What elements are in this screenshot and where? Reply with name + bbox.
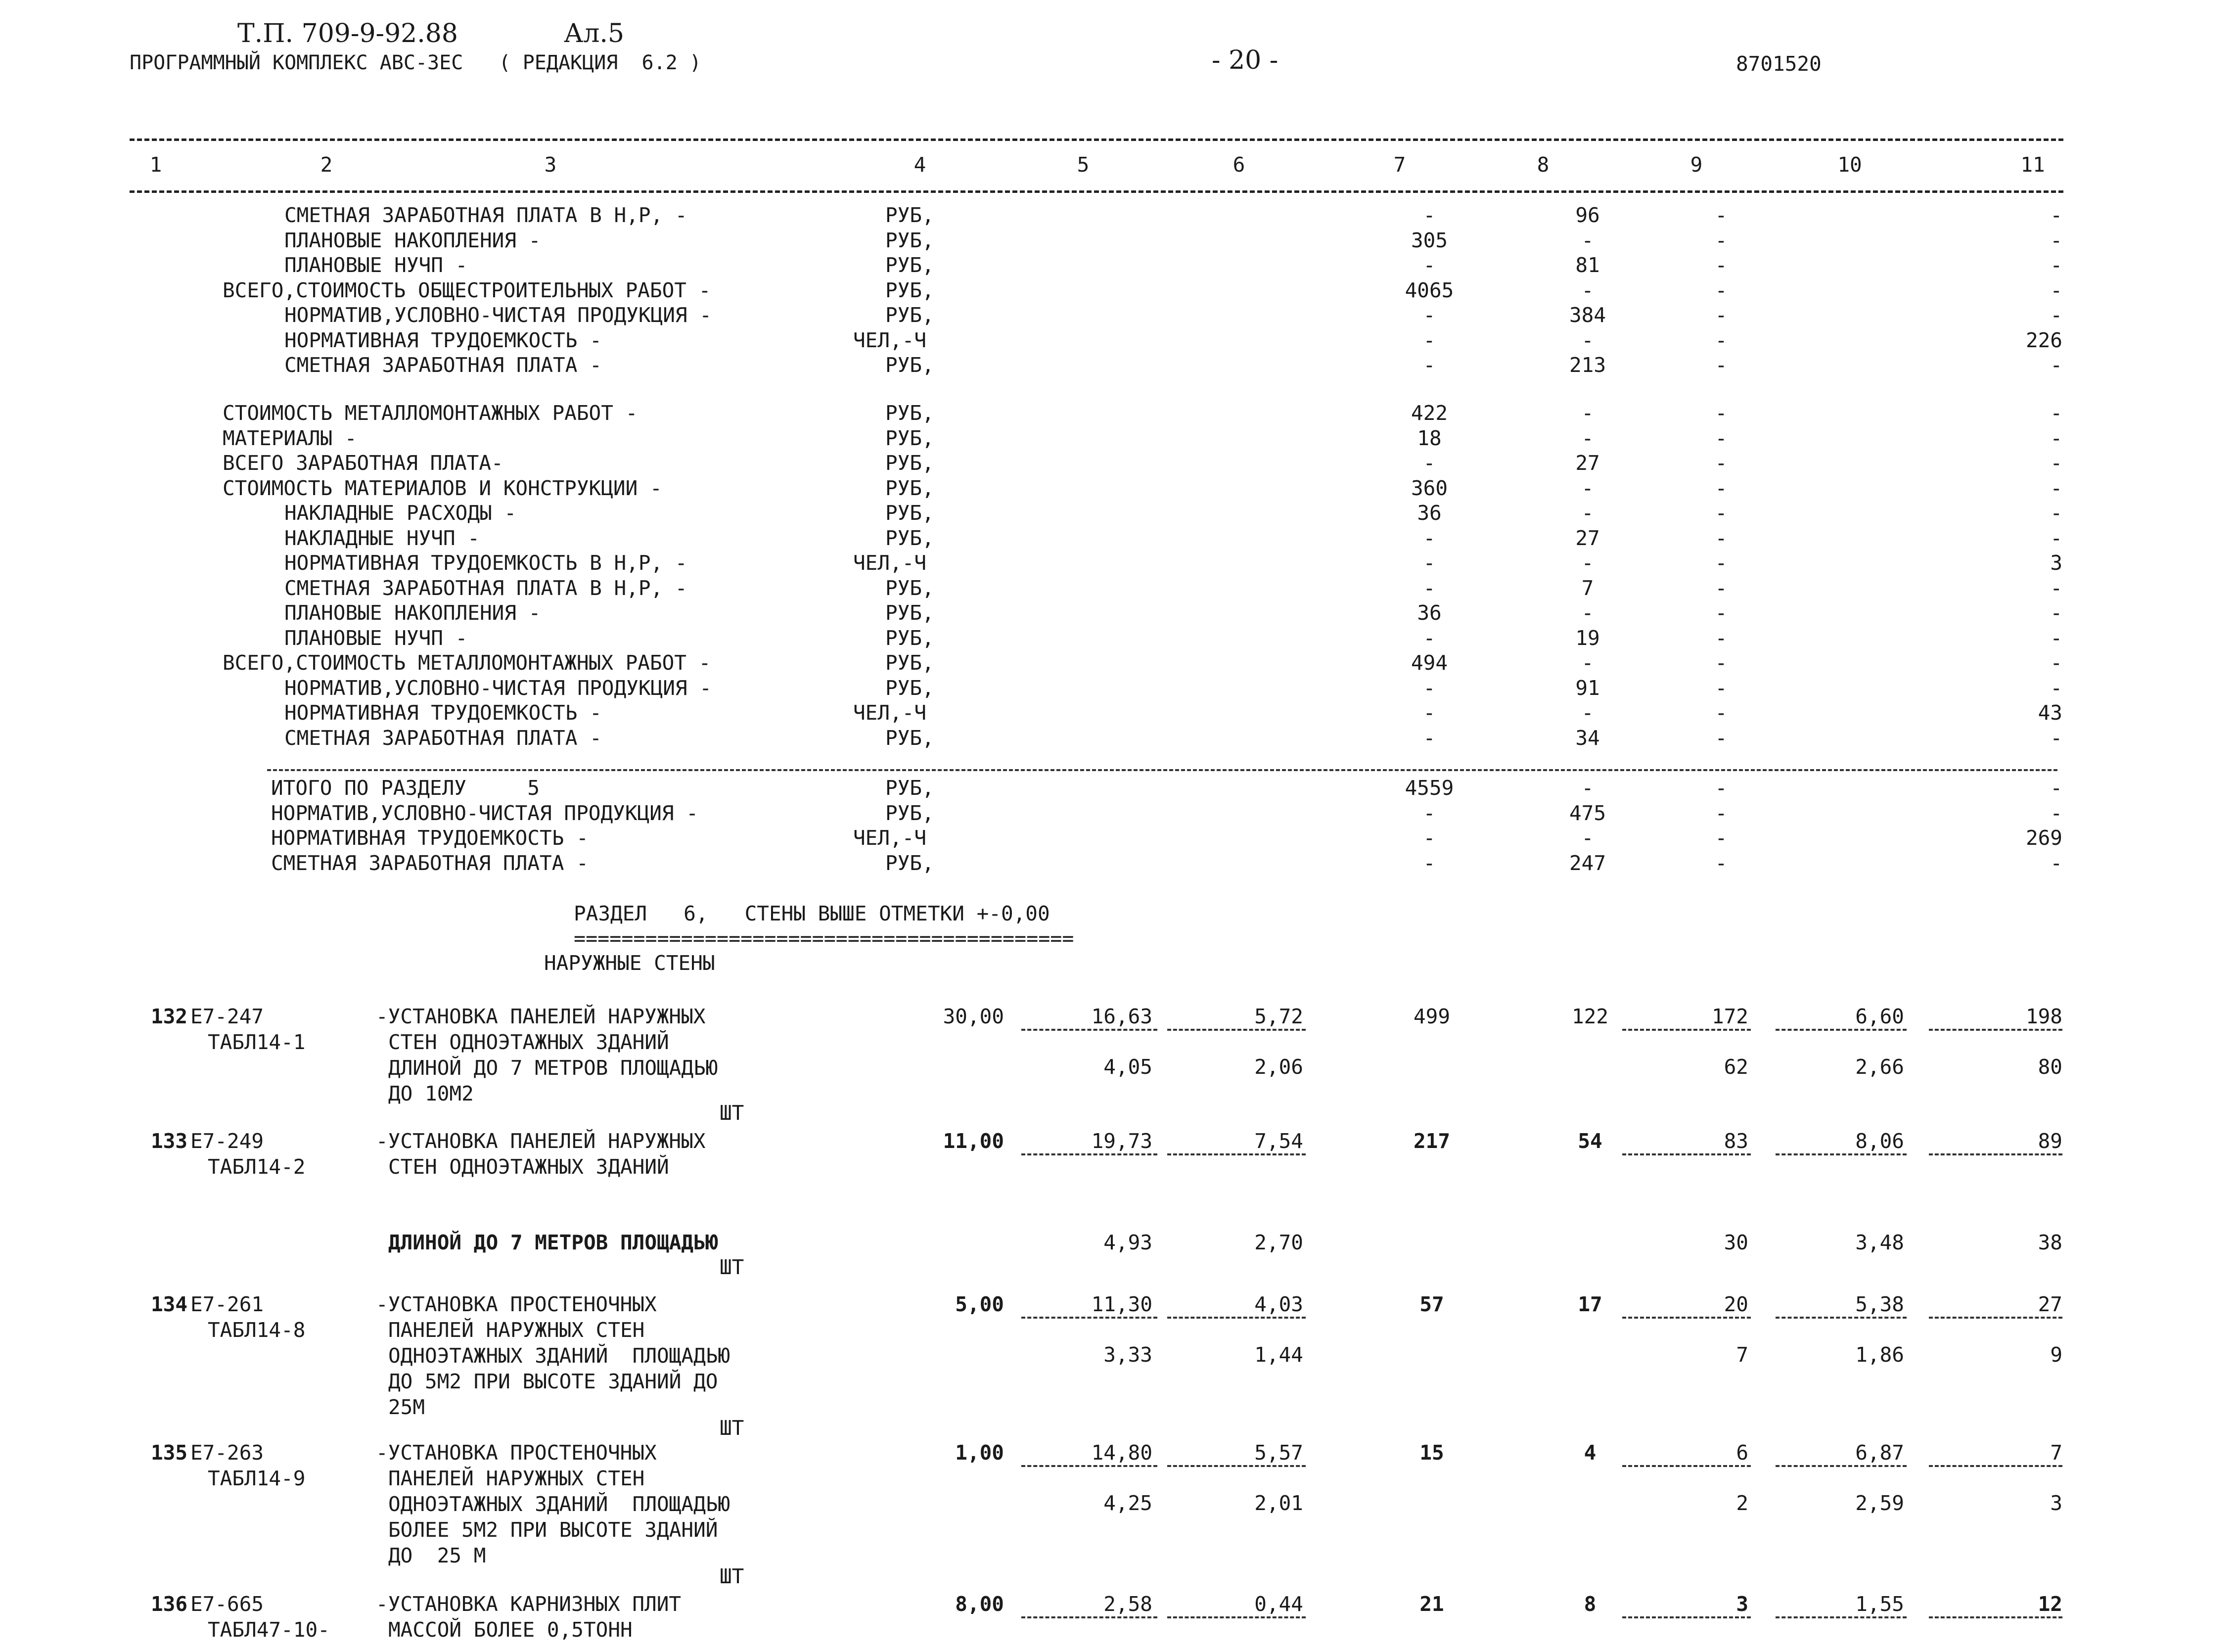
row-col9: - [1715, 676, 1728, 700]
row-col11: - [2050, 776, 2062, 800]
item-col9: 20 [1724, 1292, 1748, 1316]
row-col8: - [1581, 401, 1594, 425]
row-label: НАКЛАДНЫЕ РАСХОДЫ - [284, 501, 516, 525]
item-cost-wage: 54 [1578, 1129, 1602, 1153]
item-code: Е7-665 [190, 1592, 264, 1616]
row-col8: - [1581, 476, 1594, 500]
item-price-total: 14,80 [1091, 1441, 1152, 1465]
item-description: ДО 25 М [388, 1544, 486, 1567]
row-col8: - [1581, 826, 1594, 850]
row-col11: - [2050, 851, 2062, 875]
item-unit: ШТ [720, 1255, 744, 1279]
row-col8: - [1581, 228, 1594, 252]
item-number: 132 [151, 1005, 188, 1028]
item-col10-sub: 2,66 [1855, 1055, 1904, 1079]
row-col9: - [1715, 228, 1728, 252]
item-col11: 89 [2038, 1129, 2062, 1153]
row-col11: - [2050, 601, 2062, 625]
row-col7: - [1423, 203, 1436, 227]
item-cost-wage: 122 [1571, 1005, 1609, 1028]
row-label: МАТЕРИАЛЫ - [223, 426, 357, 450]
labour-underline [1776, 1465, 1907, 1467]
row-col8: - [1581, 776, 1594, 800]
item-col11-sub: 38 [2038, 1231, 2062, 1254]
item-table-ref: ТАБЛ14-8 [208, 1318, 306, 1342]
price-underline [1021, 1153, 1157, 1155]
labour-underline [1622, 1029, 1751, 1031]
row-col9: - [1715, 576, 1728, 600]
item-quantity: 5,00 [955, 1292, 1004, 1316]
row-unit: РУБ, [885, 278, 934, 302]
row-col7: - [1423, 726, 1436, 750]
row-unit: РУБ, [885, 303, 934, 327]
item-col10: 1,55 [1855, 1592, 1904, 1616]
row-unit: ЧЕЛ,-Ч [853, 826, 927, 850]
row-col11: - [2050, 576, 2062, 600]
item-col11: 7 [2050, 1441, 2062, 1465]
item-number: 136 [151, 1592, 188, 1616]
section-title: РАЗДЕЛ 6, СТЕНЫ ВЫШЕ ОТМЕТКИ +-0,00 [574, 902, 1050, 925]
row-col11: - [2050, 726, 2062, 750]
item-unit: ШТ [720, 1564, 744, 1588]
item-col9: 6 [1736, 1441, 1748, 1465]
item-col10: 8,06 [1855, 1129, 1904, 1153]
item-machine-cost: 3,33 [1103, 1343, 1152, 1367]
row-col11: - [2050, 303, 2062, 327]
row-col9: - [1715, 328, 1728, 352]
item-quantity: 8,00 [955, 1592, 1004, 1616]
price-underline [1167, 1465, 1306, 1467]
column-number: 9 [1690, 153, 1703, 177]
row-label: НАКЛАДНЫЕ НУЧП - [284, 526, 480, 550]
row-label: НОРМАТИВ,УСЛОВНО-ЧИСТАЯ ПРОДУКЦИЯ - [284, 676, 712, 700]
item-description: ДО 5М2 ПРИ ВЫСОТЕ ЗДАНИЙ ДО [388, 1370, 718, 1393]
row-label: ПЛАНОВЫЕ НАКОПЛЕНИЯ - [284, 228, 541, 252]
column-number: 7 [1393, 153, 1406, 177]
row-col7: - [1423, 353, 1436, 377]
row-col7: 360 [1411, 476, 1448, 500]
item-code: Е7-249 [190, 1129, 264, 1153]
row-col8: - [1581, 328, 1594, 352]
item-col10-sub: 1,86 [1855, 1343, 1904, 1367]
item-unit: ШТ [720, 1101, 744, 1125]
row-col8: 34 [1575, 726, 1600, 750]
item-description: ПАНЕЛЕЙ НАРУЖНЫХ СТЕН [388, 1467, 645, 1490]
item-col10: 6,60 [1855, 1005, 1904, 1028]
row-col7: 494 [1411, 651, 1448, 675]
row-unit: РУБ, [885, 353, 934, 377]
row-col11: - [2050, 353, 2062, 377]
row-col11: - [2050, 451, 2062, 475]
row-col11: - [2050, 203, 2062, 227]
row-col8: - [1581, 651, 1594, 675]
item-cost-wage: 8 [1584, 1592, 1597, 1616]
row-col11: 3 [2050, 551, 2062, 575]
item-cost-total: 57 [1419, 1292, 1444, 1316]
row-col8: 19 [1575, 626, 1600, 650]
item-price-total: 2,58 [1103, 1592, 1152, 1616]
row-col7: - [1423, 851, 1436, 875]
column-number: 1 [149, 153, 162, 177]
row-col9: - [1715, 476, 1728, 500]
row-col9: - [1715, 601, 1728, 625]
item-col11: 12 [2038, 1592, 2062, 1616]
row-col9: - [1715, 851, 1728, 875]
item-col11: 198 [2025, 1005, 2062, 1028]
item-col9-sub: 30 [1724, 1231, 1748, 1254]
item-machine-cost: 4,93 [1103, 1231, 1152, 1254]
item-description: СТЕН ОДНОЭТАЖНЫХ ЗДАНИЙ [388, 1155, 669, 1179]
row-col7: - [1423, 451, 1436, 475]
row-unit: РУБ, [885, 726, 934, 750]
labour-underline [1776, 1317, 1907, 1319]
item-quantity: 11,00 [943, 1129, 1004, 1153]
doc-reference: Т.П. 709-9-92.88 [237, 19, 458, 48]
item-table-ref: ТАБЛ14-1 [208, 1030, 306, 1054]
row-col7: - [1423, 253, 1436, 277]
item-description: БОЛЕЕ 5М2 ПРИ ВЫСОТЕ ЗДАНИЙ [388, 1518, 718, 1542]
row-col11: - [2050, 426, 2062, 450]
row-col7: 305 [1411, 228, 1448, 252]
document-code: 8701520 [1736, 52, 1822, 76]
header-bottom-rule [130, 190, 2063, 193]
row-col9: - [1715, 651, 1728, 675]
item-price-wage: 7,54 [1254, 1129, 1303, 1153]
row-label: СМЕТНАЯ ЗАРАБОТНАЯ ПЛАТА - [271, 851, 589, 875]
item-code: Е7-247 [190, 1005, 264, 1028]
row-unit: ЧЕЛ,-Ч [853, 551, 927, 575]
row-col11: - [2050, 253, 2062, 277]
row-col9: - [1715, 626, 1728, 650]
price-underline [1167, 1616, 1306, 1618]
row-col7: - [1423, 676, 1436, 700]
row-col8: - [1581, 501, 1594, 525]
row-col8: 27 [1575, 526, 1600, 550]
row-label: НОРМАТИВНАЯ ТРУДОЕМКОСТЬ - [284, 328, 602, 352]
labour-underline [1929, 1153, 2062, 1155]
labour-underline [1929, 1465, 2062, 1467]
row-col7: - [1423, 303, 1436, 327]
item-col9: 172 [1711, 1005, 1748, 1028]
labour-underline [1622, 1153, 1751, 1155]
row-unit: ЧЕЛ,-Ч [853, 328, 927, 352]
item-machine-cost: 4,05 [1103, 1055, 1152, 1079]
price-underline [1021, 1616, 1157, 1618]
labour-underline [1929, 1616, 2062, 1618]
row-col11: 226 [2025, 328, 2062, 352]
row-unit: РУБ, [885, 601, 934, 625]
item-price-wage: 4,03 [1254, 1292, 1303, 1316]
row-col8: 384 [1569, 303, 1606, 327]
item-col9-sub: 62 [1724, 1055, 1748, 1079]
row-col8: 213 [1569, 353, 1606, 377]
row-label: СТОИМОСТЬ МАТЕРИАЛОВ И КОНСТРУКЦИИ - [223, 476, 662, 500]
item-machine-wage: 2,06 [1254, 1055, 1303, 1079]
row-unit: РУБ, [885, 851, 934, 875]
row-col9: - [1715, 551, 1728, 575]
item-table-ref: ТАБЛ14-2 [208, 1155, 306, 1179]
column-number: 2 [320, 153, 333, 177]
item-quantity: 30,00 [943, 1005, 1004, 1028]
item-number: 134 [151, 1292, 188, 1316]
row-label: НОРМАТИВ,УСЛОВНО-ЧИСТАЯ ПРОДУКЦИЯ - [271, 801, 698, 825]
price-underline [1021, 1317, 1157, 1319]
item-col10: 6,87 [1855, 1441, 1904, 1465]
row-col7: - [1423, 526, 1436, 550]
row-label: НОРМАТИВНАЯ ТРУДОЕМКОСТЬ - [284, 701, 602, 725]
row-label: НОРМАТИВНАЯ ТРУДОЕМКОСТЬ - [271, 826, 589, 850]
row-col11: 269 [2025, 826, 2062, 850]
row-col11: - [2050, 626, 2062, 650]
item-col11-sub: 80 [2038, 1055, 2062, 1079]
item-col9-sub: 7 [1736, 1343, 1748, 1367]
item-description: ДЛИНОЙ ДО 7 МЕТРОВ ПЛОЩАДЬЮ [388, 1231, 718, 1254]
item-description: -УСТАНОВКА ПАНЕЛЕЙ НАРУЖНЫХ [376, 1005, 706, 1028]
column-number: 8 [1537, 153, 1550, 177]
row-label: СМЕТНАЯ ЗАРАБОТНАЯ ПЛАТА - [284, 353, 602, 377]
row-col9: - [1715, 501, 1728, 525]
item-cost-total: 15 [1419, 1441, 1444, 1465]
item-col9-sub: 2 [1736, 1491, 1748, 1515]
item-description: -УСТАНОВКА ПРОСТЕНОЧНЫХ [376, 1292, 657, 1316]
row-col9: - [1715, 826, 1728, 850]
row-unit: РУБ, [885, 203, 934, 227]
page-number: - 20 - [1212, 46, 1278, 75]
row-label: ПЛАНОВЫЕ НУЧП - [284, 626, 468, 650]
price-underline [1021, 1465, 1157, 1467]
row-col9: - [1715, 526, 1728, 550]
item-col9: 3 [1736, 1592, 1748, 1616]
column-number: 4 [913, 153, 926, 177]
row-col8: 27 [1575, 451, 1600, 475]
item-description: ДЛИНОЙ ДО 7 МЕТРОВ ПЛОЩАДЬЮ [388, 1056, 718, 1080]
column-number: 3 [544, 153, 557, 177]
row-col8: 96 [1575, 203, 1600, 227]
program-title: ПРОГРАММНЫЙ КОМПЛЕКС АВС-3ЕС ( РЕДАКЦИЯ 6.2 ) [130, 51, 701, 74]
row-label: СМЕТНАЯ ЗАРАБОТНАЯ ПЛАТА В Н,Р, - [284, 203, 687, 227]
row-label: ПЛАНОВЫЕ НУЧП - [284, 253, 468, 277]
item-description: -УСТАНОВКА КАРНИЗНЫХ ПЛИТ [376, 1592, 682, 1616]
row-col8: 81 [1575, 253, 1600, 277]
row-col7: 422 [1411, 401, 1448, 425]
row-label: СМЕТНАЯ ЗАРАБОТНАЯ ПЛАТА - [284, 726, 602, 750]
section-total-rule [267, 769, 2057, 771]
item-code: Е7-263 [190, 1441, 264, 1465]
item-price-total: 11,30 [1091, 1292, 1152, 1316]
row-col8: 475 [1569, 801, 1606, 825]
section-subtitle: НАРУЖНЫЕ СТЕНЫ [544, 951, 715, 975]
row-col9: - [1715, 203, 1728, 227]
item-machine-wage: 1,44 [1254, 1343, 1303, 1367]
labour-underline [1776, 1029, 1907, 1031]
column-number: 11 [2020, 153, 2045, 177]
row-col7: - [1423, 801, 1436, 825]
labour-underline [1622, 1317, 1751, 1319]
row-col8: 247 [1569, 851, 1606, 875]
row-unit: РУБ, [885, 526, 934, 550]
row-label: ИТОГО ПО РАЗДЕЛУ 5 [271, 776, 540, 800]
item-cost-total: 21 [1419, 1592, 1444, 1616]
item-description: ОДНОЭТАЖНЫХ ЗДАНИЙ ПЛОЩАДЬЮ [388, 1344, 730, 1368]
item-price-wage: 5,72 [1254, 1005, 1303, 1028]
row-label: СМЕТНАЯ ЗАРАБОТНАЯ ПЛАТА В Н,Р, - [284, 576, 687, 600]
item-number: 133 [151, 1129, 188, 1153]
row-col8: - [1581, 278, 1594, 302]
row-unit: РУБ, [885, 228, 934, 252]
row-col7: - [1423, 551, 1436, 575]
item-price-wage: 0,44 [1254, 1592, 1303, 1616]
item-col11-sub: 9 [2050, 1343, 2062, 1367]
row-col7: 4559 [1405, 776, 1454, 800]
row-label: ВСЕГО ЗАРАБОТНАЯ ПЛАТА- [223, 451, 503, 475]
row-col7: - [1423, 826, 1436, 850]
row-col11: - [2050, 476, 2062, 500]
row-label: ВСЕГО,СТОИМОСТЬ ОБЩЕСТРОИТЕЛЬНЫХ РАБОТ - [223, 278, 711, 302]
row-unit: РУБ, [885, 426, 934, 450]
row-col7: 36 [1417, 501, 1442, 525]
row-unit: РУБ, [885, 801, 934, 825]
item-code: Е7-261 [190, 1292, 264, 1316]
item-col11-sub: 3 [2050, 1491, 2062, 1515]
item-description: -УСТАНОВКА ПАНЕЛЕЙ НАРУЖНЫХ [376, 1129, 706, 1153]
row-col7: 18 [1417, 426, 1442, 450]
item-description: СТЕН ОДНОЭТАЖНЫХ ЗДАНИЙ [388, 1030, 669, 1054]
row-col11: - [2050, 651, 2062, 675]
item-machine-cost: 4,25 [1103, 1491, 1152, 1515]
row-col11: - [2050, 801, 2062, 825]
item-col11: 27 [2038, 1292, 2062, 1316]
item-col10: 5,38 [1855, 1292, 1904, 1316]
row-col9: - [1715, 426, 1728, 450]
column-number: 6 [1232, 153, 1245, 177]
row-col7: - [1423, 626, 1436, 650]
row-col8: 7 [1581, 576, 1594, 600]
item-number: 135 [151, 1441, 188, 1465]
item-table-ref: ТАБЛ47-10- [208, 1618, 330, 1642]
item-cost-wage: 4 [1584, 1441, 1597, 1465]
row-col11: - [2050, 278, 2062, 302]
row-label: НОРМАТИВНАЯ ТРУДОЕМКОСТЬ В Н,Р, - [284, 551, 687, 575]
row-unit: РУБ, [885, 576, 934, 600]
row-unit: ЧЕЛ,-Ч [853, 701, 927, 725]
labour-underline [1622, 1616, 1751, 1618]
item-machine-wage: 2,70 [1254, 1231, 1303, 1254]
row-col8: - [1581, 601, 1594, 625]
labour-underline [1929, 1029, 2062, 1031]
row-unit: РУБ, [885, 651, 934, 675]
header-top-rule [130, 138, 2063, 141]
section-underline: ========================================== [574, 927, 1074, 950]
item-price-total: 16,63 [1091, 1005, 1152, 1028]
labour-underline [1776, 1153, 1907, 1155]
row-unit: РУБ, [885, 253, 934, 277]
item-unit: ШТ [720, 1416, 744, 1440]
row-col9: - [1715, 253, 1728, 277]
item-col10-sub: 2,59 [1855, 1491, 1904, 1515]
labour-underline [1776, 1616, 1907, 1618]
row-unit: РУБ, [885, 476, 934, 500]
row-col9: - [1715, 776, 1728, 800]
row-col9: - [1715, 801, 1728, 825]
item-cost-total: 217 [1413, 1129, 1451, 1153]
item-description: 25М [388, 1395, 425, 1419]
row-col8: - [1581, 701, 1594, 725]
row-label: НОРМАТИВ,УСЛОВНО-ЧИСТАЯ ПРОДУКЦИЯ - [284, 303, 712, 327]
item-col9: 83 [1724, 1129, 1748, 1153]
item-cost-total: 499 [1413, 1005, 1451, 1028]
item-description: ОДНОЭТАЖНЫХ ЗДАНИЙ ПЛОЩАДЬЮ [388, 1492, 730, 1516]
labour-underline [1622, 1465, 1751, 1467]
row-col9: - [1715, 353, 1728, 377]
row-unit: РУБ, [885, 501, 934, 525]
price-underline [1167, 1153, 1306, 1155]
row-col9: - [1715, 451, 1728, 475]
price-underline [1167, 1029, 1306, 1031]
item-description: МАССОЙ БОЛЕЕ 0,5ТОНН [388, 1618, 633, 1642]
row-unit: РУБ, [885, 626, 934, 650]
row-unit: РУБ, [885, 451, 934, 475]
row-col11: 43 [2038, 701, 2062, 725]
row-col7: - [1423, 576, 1436, 600]
row-col8: - [1581, 426, 1594, 450]
item-description: -УСТАНОВКА ПРОСТЕНОЧНЫХ [376, 1441, 657, 1465]
item-table-ref: ТАБЛ14-9 [208, 1467, 306, 1490]
row-col11: - [2050, 501, 2062, 525]
row-col7: 36 [1417, 601, 1442, 625]
item-col10-sub: 3,48 [1855, 1231, 1904, 1254]
item-price-total: 19,73 [1091, 1129, 1152, 1153]
row-col9: - [1715, 401, 1728, 425]
item-cost-wage: 17 [1578, 1292, 1602, 1316]
row-col9: - [1715, 278, 1728, 302]
row-col11: - [2050, 401, 2062, 425]
album-number: Ал.5 [564, 19, 625, 48]
item-machine-wage: 2,01 [1254, 1491, 1303, 1515]
item-description: ПАНЕЛЕЙ НАРУЖНЫХ СТЕН [388, 1318, 645, 1342]
price-underline [1167, 1317, 1306, 1319]
row-col9: - [1715, 726, 1728, 750]
row-col8: - [1581, 551, 1594, 575]
row-col7: - [1423, 328, 1436, 352]
price-underline [1021, 1029, 1157, 1031]
row-col8: 91 [1575, 676, 1600, 700]
row-col11: - [2050, 228, 2062, 252]
item-price-wage: 5,57 [1254, 1441, 1303, 1465]
row-col7: - [1423, 701, 1436, 725]
column-number: 5 [1077, 153, 1090, 177]
row-unit: РУБ, [885, 401, 934, 425]
row-col11: - [2050, 526, 2062, 550]
row-unit: РУБ, [885, 776, 934, 800]
row-label: СТОИМОСТЬ МЕТАЛЛОМОНТАЖНЫХ РАБОТ - [223, 401, 638, 425]
row-col7: 4065 [1405, 278, 1454, 302]
row-col9: - [1715, 701, 1728, 725]
item-quantity: 1,00 [955, 1441, 1004, 1465]
row-col11: - [2050, 676, 2062, 700]
labour-underline [1929, 1317, 2062, 1319]
column-number: 10 [1837, 153, 1862, 177]
item-description: ДО 10М2 [388, 1082, 474, 1105]
row-label: ВСЕГО,СТОИМОСТЬ МЕТАЛЛОМОНТАЖНЫХ РАБОТ - [223, 651, 711, 675]
row-col9: - [1715, 303, 1728, 327]
row-unit: РУБ, [885, 676, 934, 700]
row-label: ПЛАНОВЫЕ НАКОПЛЕНИЯ - [284, 601, 541, 625]
